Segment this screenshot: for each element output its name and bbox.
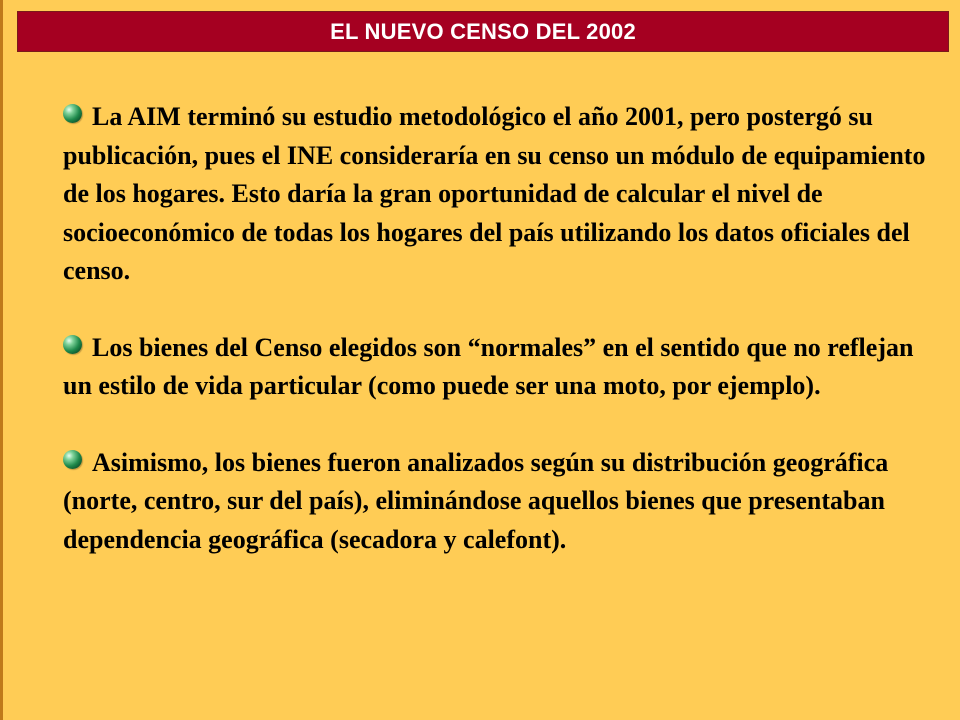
slide-content bbox=[63, 98, 943, 597]
green-sphere-bullet-icon bbox=[63, 335, 82, 354]
paragraph-1-text: La AIM terminó su estudio metodológico el año 2001, pero postergó su publicación, pues el INE consideraría en su censo un módulo de equipamiento de los hogares. Esto daría la gran oportunidad de calcular el nivel de socioeconómico de todas los hogares del país utilizando los datos oficiales del censo. bbox=[63, 102, 926, 285]
green-sphere-bullet-icon bbox=[63, 450, 82, 469]
paragraph-3-text: Asimismo, los bienes fueron analizados según su distribución geográfica (norte, centro, sur del país), eliminándose aquellos bienes que presentaban dependencia geográfica (secadora y calefont). bbox=[63, 447, 889, 554]
paragraph-1 bbox=[63, 98, 943, 291]
title-bar bbox=[17, 11, 949, 52]
paragraph-2-text: Los bienes del Censo elegidos son “normales” en el sentido que no reflejan un estilo de vida particular (como puede ser una moto, por ejemplo). bbox=[63, 332, 914, 400]
slide-title: EL NUEVO CENSO DEL 2002 bbox=[330, 18, 636, 44]
paragraph-2 bbox=[63, 329, 943, 406]
green-sphere-bullet-icon bbox=[63, 104, 82, 123]
paragraph-3 bbox=[63, 444, 943, 560]
